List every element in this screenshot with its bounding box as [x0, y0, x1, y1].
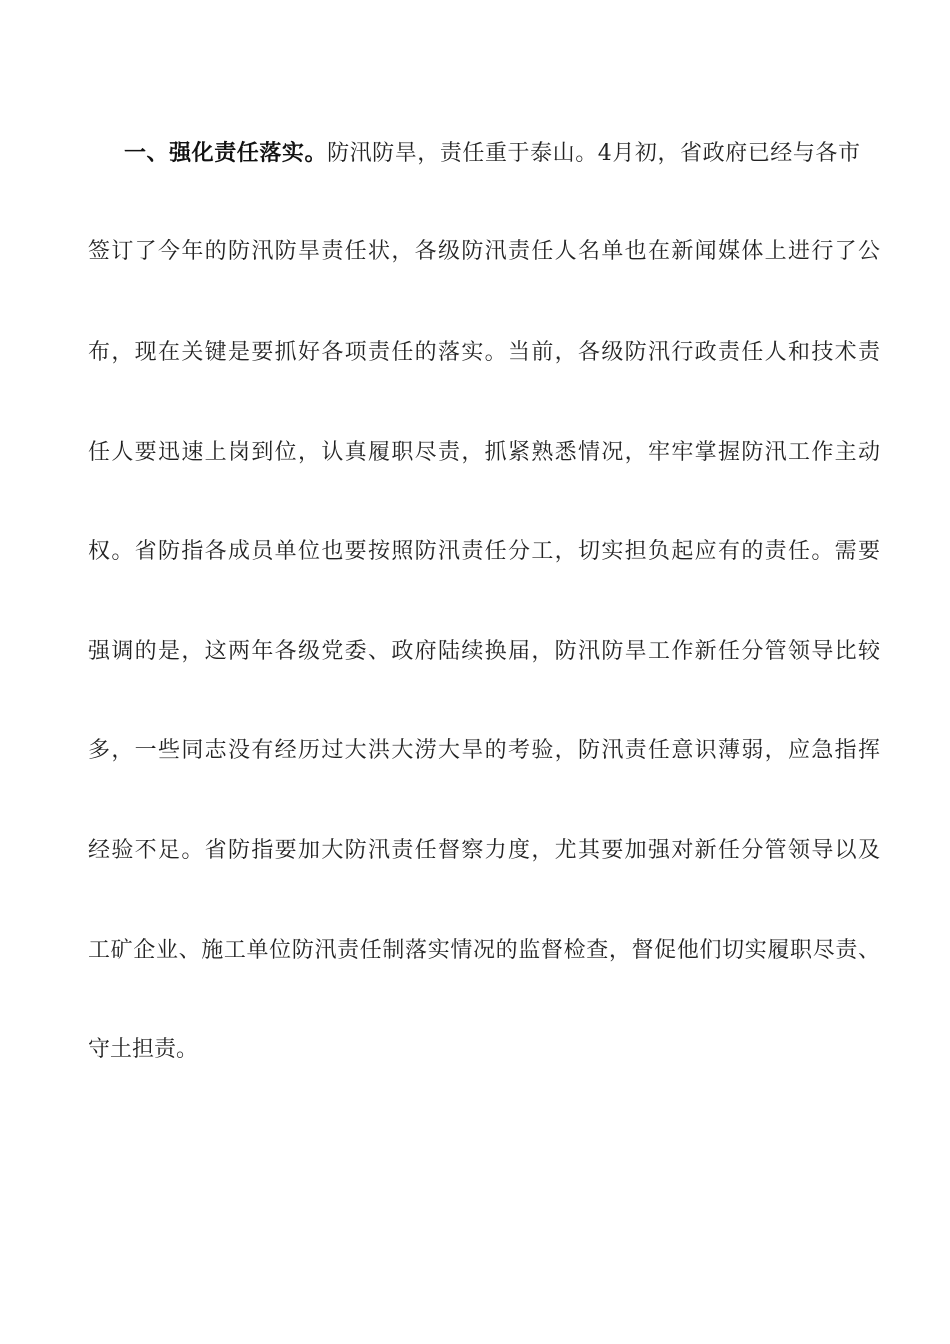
- paragraph-line-10: 守土担责。: [88, 1037, 199, 1062]
- paragraph-line-7: 多，一些同志没有经历过大洪大涝大旱的考验，防汛责任意识薄弱，应急指挥: [88, 738, 880, 763]
- paragraph-line-8: 经验不足。省防指要加大防汛责任督察力度，尤其要加强对新任分管领导以及: [88, 838, 880, 863]
- paragraph-line-1: [124, 138, 860, 169]
- paragraph-line-3: 布，现在关键是要抓好各项责任的落实。当前，各级防汛行政责任人和技术责: [88, 340, 880, 365]
- line-text-1: 防汛防旱，责任重于泰山。4月初，省政府已经与各市: [327, 141, 860, 166]
- section-heading: 一、强化责任落实。: [124, 140, 328, 166]
- paragraph-line-4: 任人要迅速上岗到位，认真履职尽责，抓紧熟悉情况，牢牢掌握防汛工作主动: [88, 440, 880, 465]
- paragraph-line-5: 权。省防指各成员单位也要按照防汛责任分工，切实担负起应有的责任。需要: [88, 539, 880, 564]
- paragraph-line-2: 签订了今年的防汛防旱责任状，各级防汛责任人名单也在新闻媒体上进行了公: [88, 239, 880, 264]
- paragraph-line-6: 强调的是，这两年各级党委、政府陆续换届，防汛防旱工作新任分管领导比较: [88, 639, 880, 664]
- paragraph-line-9: 工矿企业、施工单位防汛责任制落实情况的监督检查，督促他们切实履职尽责、: [88, 938, 880, 963]
